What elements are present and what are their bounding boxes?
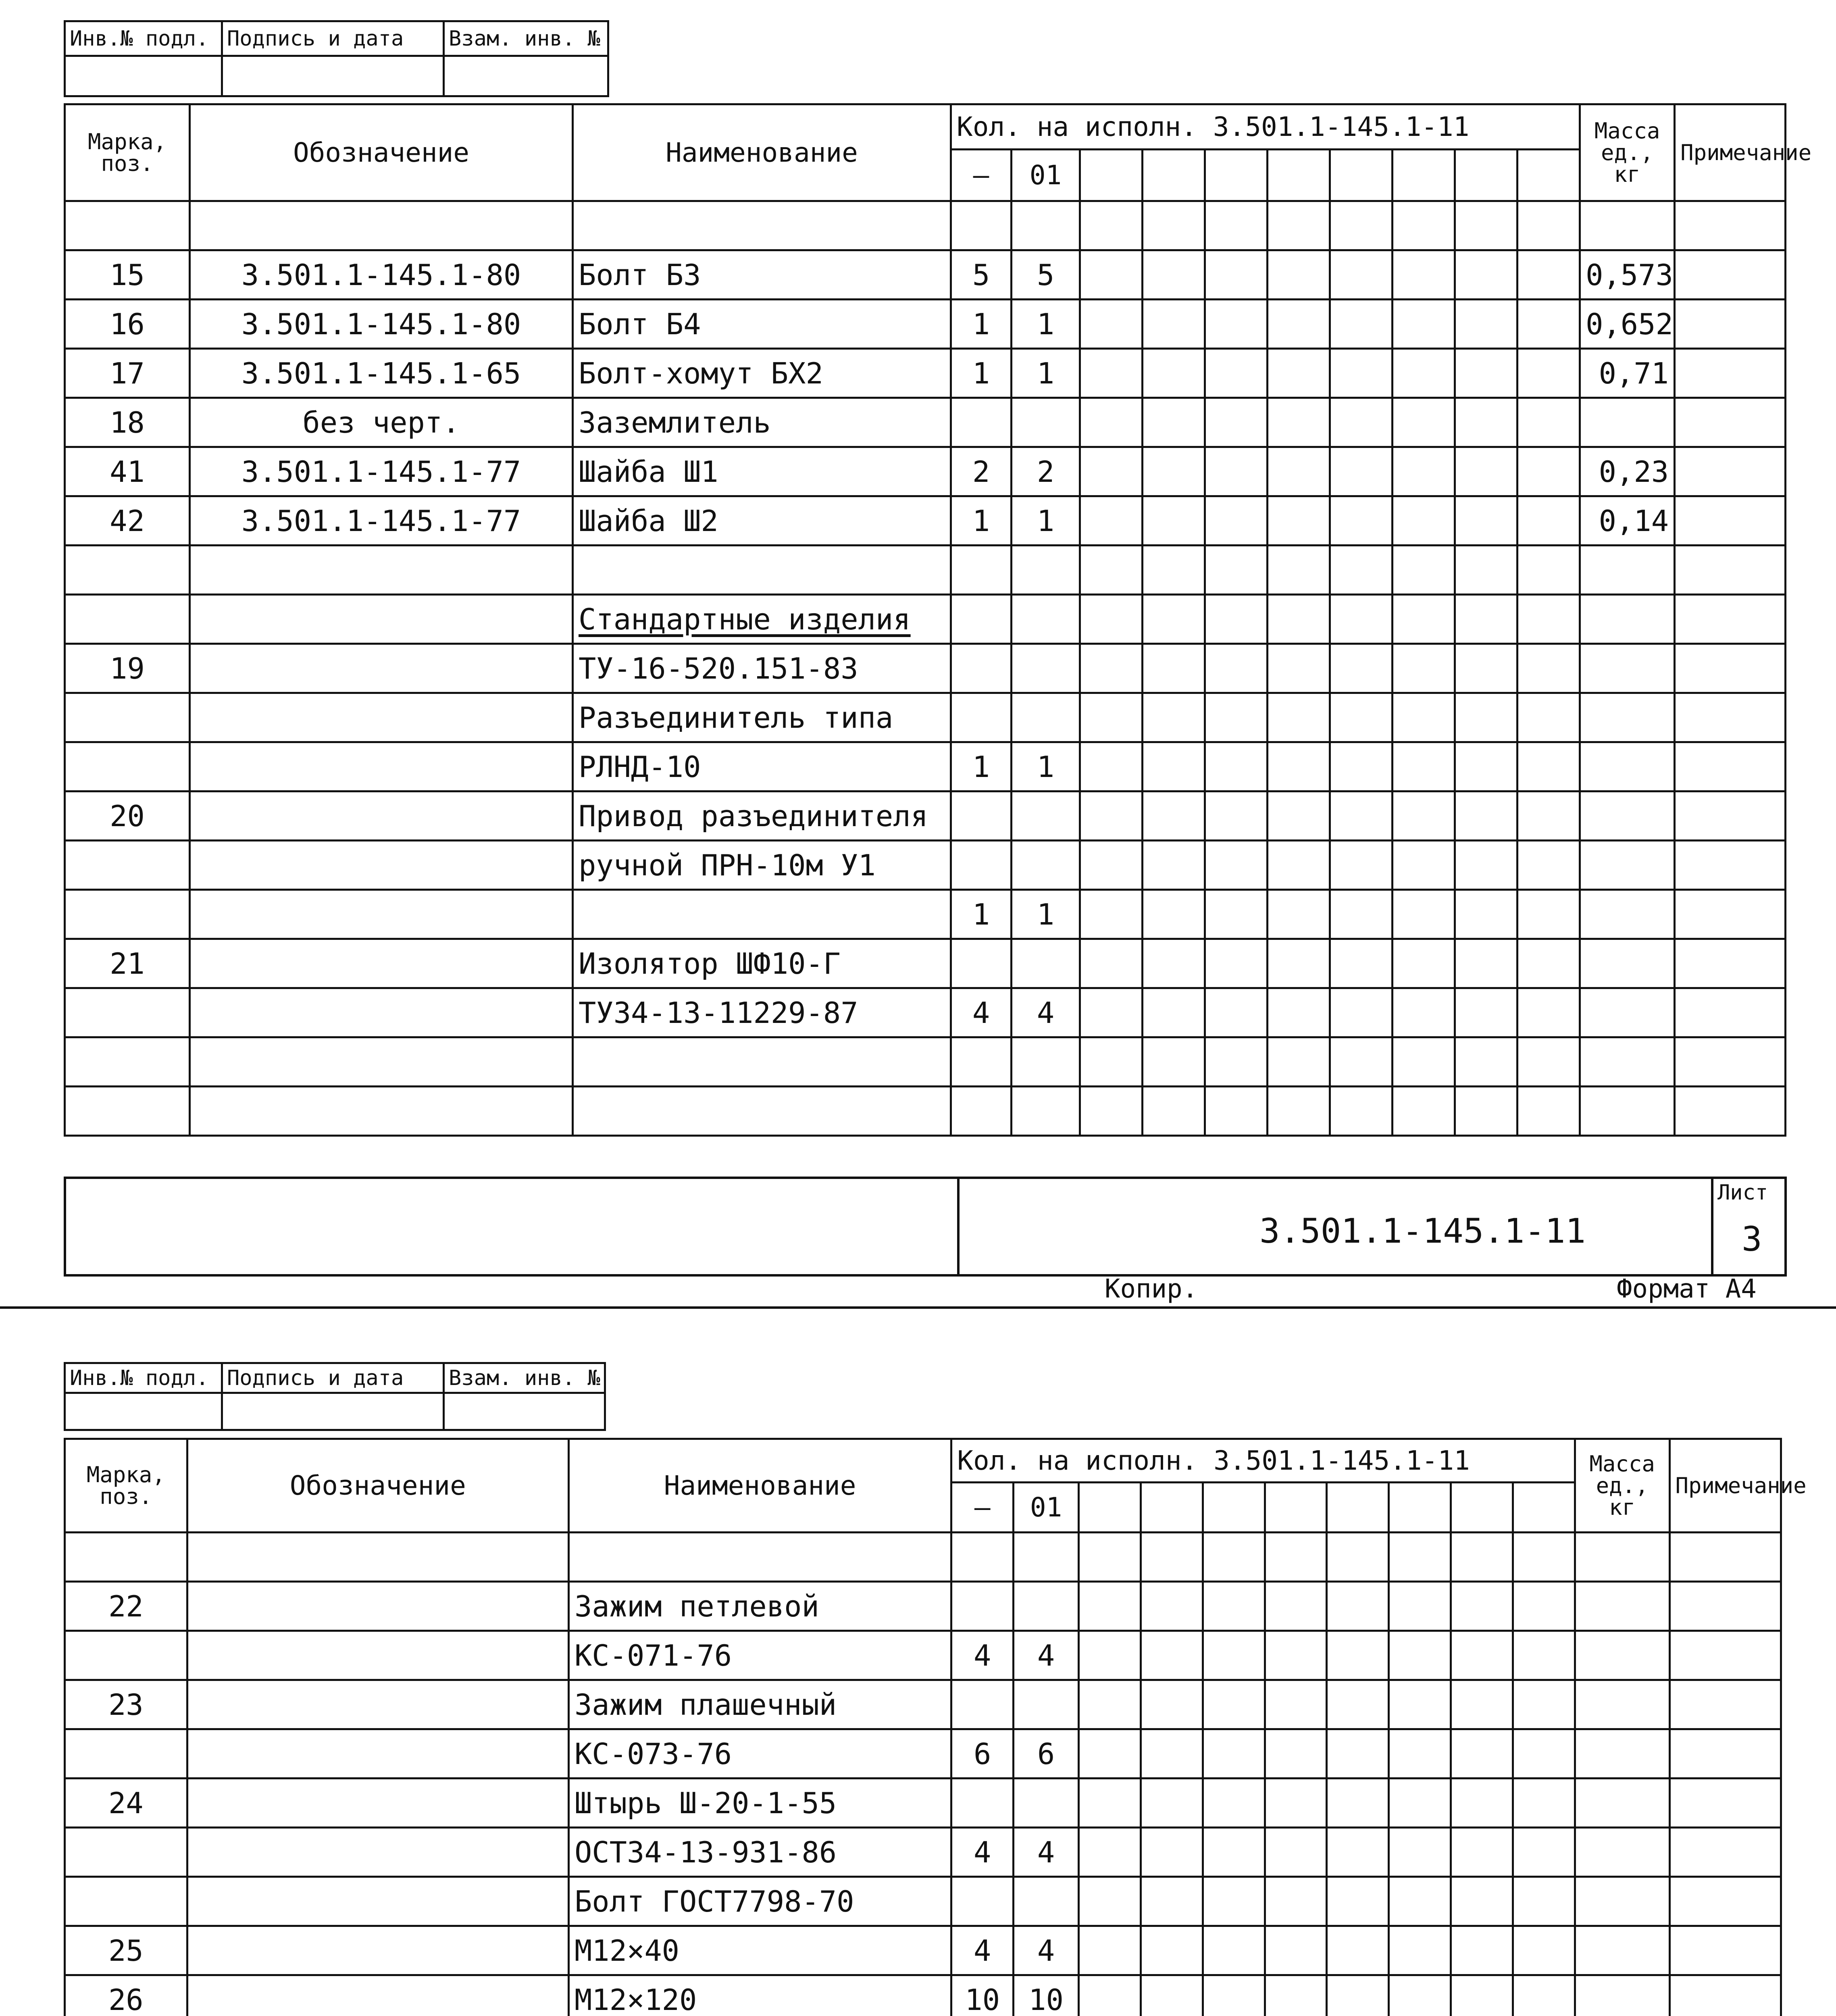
cell-primechanie <box>1675 988 1786 1037</box>
cell-qty-01: 4 <box>1014 1926 1079 1975</box>
cell-primechanie <box>1675 349 1786 398</box>
cell-qty-01: 4 <box>1014 1828 1079 1877</box>
cell-oboznachenie <box>187 1533 568 1582</box>
col-massa-2: Масса ед., кг <box>1575 1439 1669 1533</box>
cell-primechanie <box>1675 791 1786 841</box>
cell-oboznachenie <box>190 693 573 742</box>
table-row <box>65 1729 1781 1779</box>
stamp-podpis-data-2: Подпись и дата <box>222 1363 444 1393</box>
cell-qty-base: 4 <box>951 1631 1014 1680</box>
list-num-1: 3 <box>1742 1219 1762 1259</box>
table-row <box>65 1680 1781 1729</box>
cell-qty-base: 4 <box>951 1828 1014 1877</box>
cell-primechanie <box>1675 644 1786 693</box>
table-row <box>65 841 1786 890</box>
table-row <box>65 546 1786 595</box>
cell-qty-base: 1 <box>951 742 1012 791</box>
cell-oboznachenie <box>190 742 573 791</box>
stamp-inv-podl-2: Инв.№ подл. <box>65 1363 222 1393</box>
cell-qty-01: 2 <box>1012 447 1080 496</box>
col-kol: Кол. на исполн. 3.501.1-145.1-11 <box>951 104 1580 150</box>
stamp-table-1 <box>64 20 609 97</box>
cell-pos: 21 <box>65 939 190 988</box>
cell-oboznachenie <box>187 1631 568 1680</box>
cell-oboznachenie <box>190 890 573 939</box>
table-row <box>65 644 1786 693</box>
cell-qty-01 <box>1012 546 1080 595</box>
cell-pos <box>65 1533 187 1582</box>
cell-qty-base: 10 <box>951 1975 1014 2016</box>
cell-qty-base <box>951 201 1012 250</box>
cell-pos <box>65 988 190 1037</box>
cell-naimenovanie: Стандартные изделия <box>573 595 951 644</box>
cell-pos: 26 <box>65 1975 187 2016</box>
cell-oboznachenie <box>190 1087 573 1136</box>
list-label-1: Лист <box>1717 1181 1768 1205</box>
cell-naimenovanie: М12×120 <box>568 1975 951 2016</box>
cell-naimenovanie: Болт ГОСТ7798-70 <box>568 1877 951 1926</box>
cell-oboznachenie: 3.501.1-145.1-77 <box>190 496 573 546</box>
cell-oboznachenie <box>187 1582 568 1631</box>
cell-primechanie <box>1675 546 1786 595</box>
cell-oboznachenie <box>187 1729 568 1779</box>
cell-oboznachenie: 3.501.1-145.1-80 <box>190 300 573 349</box>
cell-massa <box>1575 1582 1669 1631</box>
cell-naimenovanie: ТУ-16-520.151-83 <box>573 644 951 693</box>
cell-oboznachenie <box>190 988 573 1037</box>
col-ispoln-base-2: — <box>951 1483 1014 1533</box>
cell-pos: 42 <box>65 496 190 546</box>
table-row <box>65 890 1786 939</box>
cell-naimenovanie <box>573 1087 951 1136</box>
cell-qty-01 <box>1012 693 1080 742</box>
cell-primechanie <box>1669 1926 1781 1975</box>
cell-massa: 0,14 <box>1580 496 1675 546</box>
col-kol-2: Кол. на исполн. 3.501.1-145.1-11 <box>951 1439 1575 1483</box>
table-row <box>65 1087 1786 1136</box>
title-block-1 <box>64 1177 1787 1277</box>
cell-oboznachenie <box>190 546 573 595</box>
cell-oboznachenie: 3.501.1-145.1-65 <box>190 349 573 398</box>
cell-qty-01 <box>1012 595 1080 644</box>
cell-massa <box>1575 1729 1669 1779</box>
cell-oboznachenie <box>187 1680 568 1729</box>
cell-oboznachenie <box>187 1828 568 1877</box>
col-marka-2: Марка, поз. <box>65 1439 187 1533</box>
cell-qty-01 <box>1012 201 1080 250</box>
cell-qty-base <box>951 1680 1014 1729</box>
cell-primechanie <box>1675 693 1786 742</box>
cell-naimenovanie <box>573 201 951 250</box>
cell-naimenovanie: Заземлитель <box>573 398 951 447</box>
table-row <box>65 1828 1781 1877</box>
cell-massa <box>1580 693 1675 742</box>
cell-naimenovanie: Болт Б4 <box>573 300 951 349</box>
cell-massa <box>1580 644 1675 693</box>
cell-naimenovanie <box>573 1037 951 1087</box>
table-row <box>65 250 1786 300</box>
cell-qty-base <box>951 939 1012 988</box>
cell-massa <box>1575 1975 1669 2016</box>
cell-pos: 15 <box>65 250 190 300</box>
cell-naimenovanie: Изолятор ШФ10-Г <box>573 939 951 988</box>
table-row <box>65 398 1786 447</box>
cell-qty-base <box>951 644 1012 693</box>
cell-massa: 0,71 <box>1580 349 1675 398</box>
cell-massa <box>1580 742 1675 791</box>
cell-oboznachenie <box>190 595 573 644</box>
cell-qty-base: 1 <box>951 300 1012 349</box>
cell-primechanie <box>1669 1582 1781 1631</box>
table-row <box>65 693 1786 742</box>
cell-qty-01: 1 <box>1012 496 1080 546</box>
table-row <box>65 595 1786 644</box>
cell-massa <box>1575 1877 1669 1926</box>
table-row <box>65 496 1786 546</box>
cell-qty-01 <box>1012 1087 1080 1136</box>
table-row <box>65 1631 1781 1680</box>
cell-primechanie <box>1669 1877 1781 1926</box>
cell-qty-01: 4 <box>1014 1631 1079 1680</box>
cell-naimenovanie: М12×40 <box>568 1926 951 1975</box>
cell-qty-base <box>951 1582 1014 1631</box>
table-row <box>65 1533 1781 1582</box>
cell-primechanie <box>1675 201 1786 250</box>
col-ispoln-01-2: 01 <box>1014 1483 1079 1533</box>
cell-pos: 20 <box>65 791 190 841</box>
table-row <box>65 300 1786 349</box>
cell-oboznachenie <box>187 1779 568 1828</box>
cell-qty-01: 10 <box>1014 1975 1079 2016</box>
col-naimenovanie-2: Наименование <box>568 1439 951 1533</box>
cell-pos: 22 <box>65 1582 187 1631</box>
table-row <box>65 447 1786 496</box>
cell-naimenovanie: Болт Б3 <box>573 250 951 300</box>
cell-primechanie <box>1675 1037 1786 1087</box>
cell-pos: 24 <box>65 1779 187 1828</box>
cell-oboznachenie <box>190 1037 573 1087</box>
col-primechanie-2: Примечание <box>1669 1439 1781 1533</box>
cell-oboznachenie <box>190 201 573 250</box>
cell-pos <box>65 742 190 791</box>
cell-qty-base <box>951 1779 1014 1828</box>
col-oboznachenie-2: Обозначение <box>187 1439 568 1533</box>
table-row <box>65 1926 1781 1975</box>
cell-massa <box>1580 1037 1675 1087</box>
cell-oboznachenie <box>190 939 573 988</box>
cell-primechanie <box>1675 742 1786 791</box>
cell-oboznachenie <box>187 1877 568 1926</box>
cell-massa <box>1580 398 1675 447</box>
cell-primechanie <box>1669 1975 1781 2016</box>
cell-pos <box>65 1729 187 1779</box>
cell-qty-base <box>951 1877 1014 1926</box>
cell-qty-01 <box>1014 1680 1079 1729</box>
cell-primechanie <box>1669 1779 1781 1828</box>
cell-pos <box>65 693 190 742</box>
stamp-vzam-inv-2: Взам. инв. № <box>444 1363 605 1393</box>
cell-qty-01 <box>1014 1533 1079 1582</box>
cell-qty-01 <box>1012 939 1080 988</box>
cell-massa <box>1575 1680 1669 1729</box>
cell-qty-base <box>951 595 1012 644</box>
cell-qty-01: 6 <box>1014 1729 1079 1779</box>
cell-qty-base <box>951 1037 1012 1087</box>
cell-qty-base <box>951 546 1012 595</box>
cell-primechanie <box>1675 398 1786 447</box>
cell-massa <box>1575 1533 1669 1582</box>
cell-pos <box>65 1087 190 1136</box>
cell-qty-01: 1 <box>1012 349 1080 398</box>
cell-qty-01 <box>1012 1037 1080 1087</box>
cell-pos: 19 <box>65 644 190 693</box>
cell-qty-01 <box>1014 1582 1079 1631</box>
kopir-1: Копир. <box>1105 1274 1198 1304</box>
cell-qty-base <box>951 693 1012 742</box>
cell-pos: 17 <box>65 349 190 398</box>
cell-pos <box>65 841 190 890</box>
cell-pos <box>65 546 190 595</box>
cell-massa <box>1580 546 1675 595</box>
cell-qty-01: 1 <box>1012 300 1080 349</box>
cell-qty-01 <box>1012 791 1080 841</box>
cell-massa <box>1580 1087 1675 1136</box>
cell-primechanie <box>1669 1680 1781 1729</box>
cell-pos: 41 <box>65 447 190 496</box>
table-row <box>65 1877 1781 1926</box>
cell-qty-01 <box>1014 1779 1079 1828</box>
cell-primechanie <box>1675 447 1786 496</box>
cell-massa <box>1575 1631 1669 1680</box>
table-row <box>65 988 1786 1037</box>
cell-pos: 23 <box>65 1680 187 1729</box>
cell-massa: 0,573 <box>1580 250 1675 300</box>
col-ispoln-01: 01 <box>1012 150 1080 201</box>
cell-oboznachenie: без черт. <box>190 398 573 447</box>
cell-primechanie <box>1675 300 1786 349</box>
cell-oboznachenie <box>190 841 573 890</box>
cell-pos <box>65 1828 187 1877</box>
cell-qty-base: 5 <box>951 250 1012 300</box>
cell-oboznachenie: 3.501.1-145.1-80 <box>190 250 573 300</box>
spec-table-2 <box>64 1438 1807 2016</box>
table-row <box>65 1037 1786 1087</box>
cell-massa <box>1580 841 1675 890</box>
cell-naimenovanie: Зажим плашечный <box>568 1680 951 1729</box>
cell-primechanie <box>1675 1087 1786 1136</box>
cell-primechanie <box>1669 1533 1781 1582</box>
cell-massa: 0,652 <box>1580 300 1675 349</box>
cell-pos <box>65 890 190 939</box>
col-ispoln-base: — <box>951 150 1012 201</box>
doc-code-1: 3.501.1-145.1-11 <box>1259 1211 1586 1251</box>
cell-oboznachenie <box>187 1975 568 2016</box>
cell-qty-base <box>951 398 1012 447</box>
cell-naimenovanie: Болт-хомут БХ2 <box>573 349 951 398</box>
cell-qty-base <box>951 1533 1014 1582</box>
table-row <box>65 1779 1781 1828</box>
cell-primechanie <box>1675 595 1786 644</box>
cell-qty-01: 5 <box>1012 250 1080 300</box>
stamp-inv-podl: Инв.№ подл. <box>65 21 222 56</box>
cell-primechanie <box>1675 890 1786 939</box>
cell-naimenovanie: КС-071-76 <box>568 1631 951 1680</box>
cell-primechanie <box>1675 250 1786 300</box>
cell-massa <box>1580 201 1675 250</box>
cell-qty-base: 6 <box>951 1729 1014 1779</box>
cell-primechanie <box>1675 496 1786 546</box>
cell-naimenovanie: Разъединитель типа <box>573 693 951 742</box>
table-row <box>65 1975 1781 2016</box>
cell-primechanie <box>1669 1828 1781 1877</box>
table-row <box>65 349 1786 398</box>
cell-massa: 0,23 <box>1580 447 1675 496</box>
table-row <box>65 791 1786 841</box>
list-box-1 <box>1711 1179 1787 1277</box>
cell-naimenovanie: КС-073-76 <box>568 1729 951 1779</box>
cell-massa <box>1575 1828 1669 1877</box>
cell-naimenovanie: ТУ34-13-11229-87 <box>573 988 951 1037</box>
col-naimenovanie: Наименование <box>573 104 951 201</box>
cell-oboznachenie <box>187 1926 568 1975</box>
table-row <box>65 742 1786 791</box>
cell-qty-01: 4 <box>1012 988 1080 1037</box>
cell-oboznachenie <box>190 644 573 693</box>
cell-primechanie <box>1669 1729 1781 1779</box>
table-row <box>65 201 1786 250</box>
cell-qty-base: 2 <box>951 447 1012 496</box>
cell-primechanie <box>1669 1631 1781 1680</box>
cell-qty-01 <box>1012 841 1080 890</box>
sheet-divider <box>0 1306 1836 1309</box>
cell-massa <box>1580 988 1675 1037</box>
table-row <box>65 939 1786 988</box>
format-1: Формат А4 <box>1617 1274 1757 1304</box>
cell-qty-01: 1 <box>1012 742 1080 791</box>
cell-qty-01 <box>1012 398 1080 447</box>
cell-qty-base: 4 <box>951 988 1012 1037</box>
cell-pos <box>65 1037 190 1087</box>
cell-qty-01 <box>1014 1877 1079 1926</box>
cell-massa <box>1580 939 1675 988</box>
stamp-table-2 <box>64 1362 606 1431</box>
cell-massa <box>1575 1779 1669 1828</box>
cell-massa <box>1580 890 1675 939</box>
cell-qty-01 <box>1012 644 1080 693</box>
cell-qty-base: 1 <box>951 349 1012 398</box>
cell-pos <box>65 1877 187 1926</box>
cell-qty-base: 1 <box>951 890 1012 939</box>
cell-massa <box>1580 791 1675 841</box>
cell-qty-01: 1 <box>1012 890 1080 939</box>
cell-naimenovanie <box>573 546 951 595</box>
cell-primechanie <box>1675 841 1786 890</box>
cell-naimenovanie: РЛНД-10 <box>573 742 951 791</box>
cell-naimenovanie: Зажим петлевой <box>568 1582 951 1631</box>
cell-qty-base: 4 <box>951 1926 1014 1975</box>
cell-pos <box>65 595 190 644</box>
spec-table-1 <box>64 103 1812 1137</box>
cell-pos: 16 <box>65 300 190 349</box>
cell-naimenovanie: ОСТ34-13-931-86 <box>568 1828 951 1877</box>
stamp-vzam-inv: Взам. инв. № <box>444 21 608 56</box>
cell-qty-base <box>951 791 1012 841</box>
cell-naimenovanie: Штырь Ш-20-1-55 <box>568 1779 951 1828</box>
cell-pos <box>65 201 190 250</box>
cell-naimenovanie <box>568 1533 951 1582</box>
cell-pos <box>65 1631 187 1680</box>
col-primechanie: Примечание <box>1675 104 1786 201</box>
cell-primechanie <box>1675 939 1786 988</box>
cell-naimenovanie: ручной ПРН-10м У1 <box>573 841 951 890</box>
cell-pos: 25 <box>65 1926 187 1975</box>
cell-naimenovanie: Привод разъединителя <box>573 791 951 841</box>
col-massa: Масса ед., кг <box>1580 104 1675 201</box>
cell-oboznachenie: 3.501.1-145.1-77 <box>190 447 573 496</box>
cell-naimenovanie: Шайба Ш1 <box>573 447 951 496</box>
cell-naimenovanie: Шайба Ш2 <box>573 496 951 546</box>
col-marka: Марка, поз. <box>65 104 190 201</box>
cell-qty-base: 1 <box>951 496 1012 546</box>
col-oboznachenie: Обозначение <box>190 104 573 201</box>
cell-naimenovanie <box>573 890 951 939</box>
cell-qty-base <box>951 1087 1012 1136</box>
stamp-podpis-data: Подпись и дата <box>222 21 444 56</box>
cell-qty-base <box>951 841 1012 890</box>
cell-massa <box>1575 1926 1669 1975</box>
table-row <box>65 1582 1781 1631</box>
cell-massa <box>1580 595 1675 644</box>
cell-pos: 18 <box>65 398 190 447</box>
cell-oboznachenie <box>190 791 573 841</box>
